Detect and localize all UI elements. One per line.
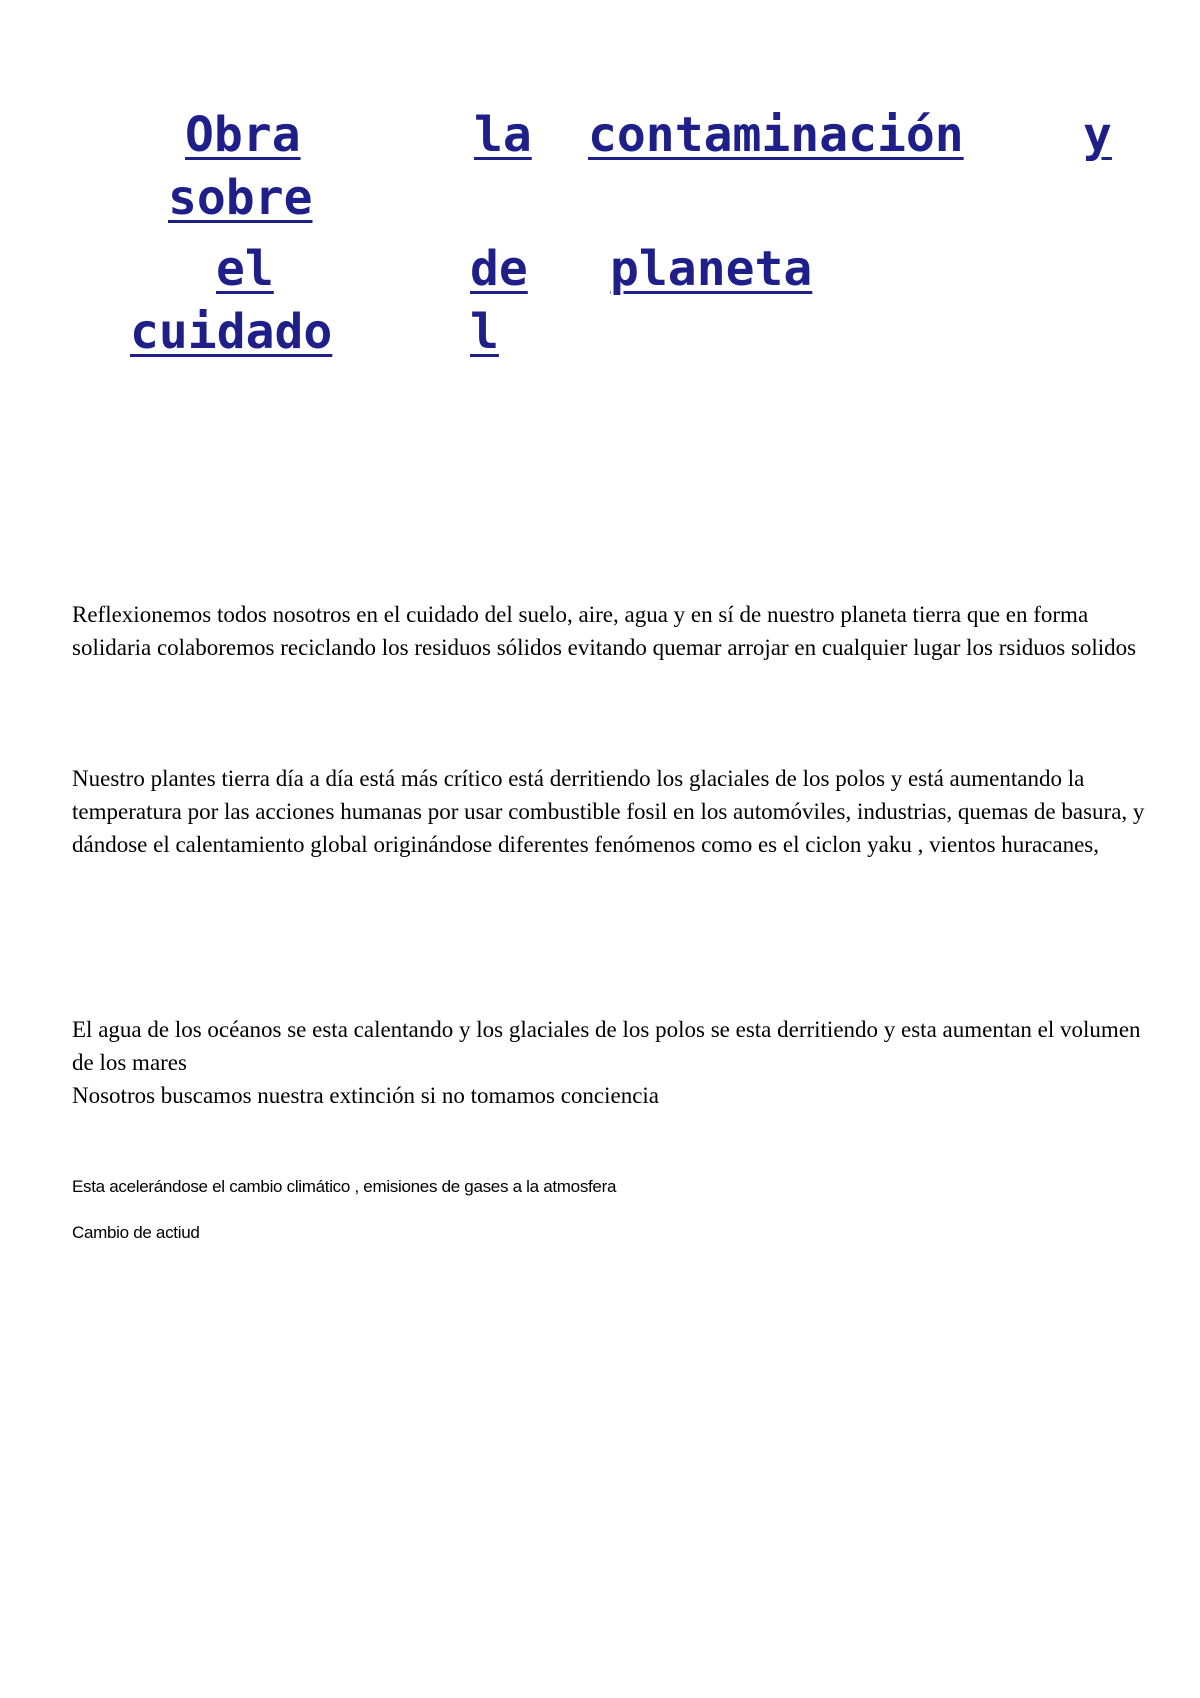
note-cambio-climatico: Esta acelerándose el cambio climático , emisiones de gases a la atmosfera [72,1177,617,1196]
title-word-el: el [216,241,274,297]
paragraph-text: Nosotros buscamos nuestra extinción si no tomamos conciencia [72,1083,660,1108]
paragraph-nuestro-planeta [72,762,1152,861]
title-word-l: l [470,304,499,360]
title-word-planeta: planeta [610,241,813,297]
title-word-sobre: sobre [168,170,313,226]
paragraph-text: Nuestro plantes tierra día a día está más crítico está derritiendo los glaciales de los polos y está aumentando la temperatura por las acciones humanas por usar combustible fosil en los automóviles, industrias, quemas de basura, y dándose el calentamiento global originándose diferentes fenómenos como es el ciclon yaku , vientos huracanes, [72,766,1145,857]
paragraph-text: Reflexionemos todos nosotros en el cuidado del suelo, aire, agua y en sí de nuestro planeta tierra que en forma solidaria colaboremos reciclando los residuos sólidos evitando quemar arrojar en cualquier lugar los rsiduos solidos [72,602,1137,660]
title-word-la: la [474,107,532,163]
title-word-cuidado: cuidado [130,304,333,360]
note-cambio-de-actitud: Cambio de actiud [72,1223,200,1242]
paragraph-oceanos [72,1013,1152,1112]
title-word-de: de [470,241,528,297]
title-word-contaminacion: contaminación [588,107,964,163]
title-word-y: y [1083,107,1112,163]
paragraph-reflexionemos [72,598,1152,664]
title-word-obra: Obra [185,107,301,163]
paragraph-text: El agua de los océanos se esta calentando y los glaciales de los polos se esta derritiendo y esta aumentan el volumen de los mares [72,1017,1141,1075]
